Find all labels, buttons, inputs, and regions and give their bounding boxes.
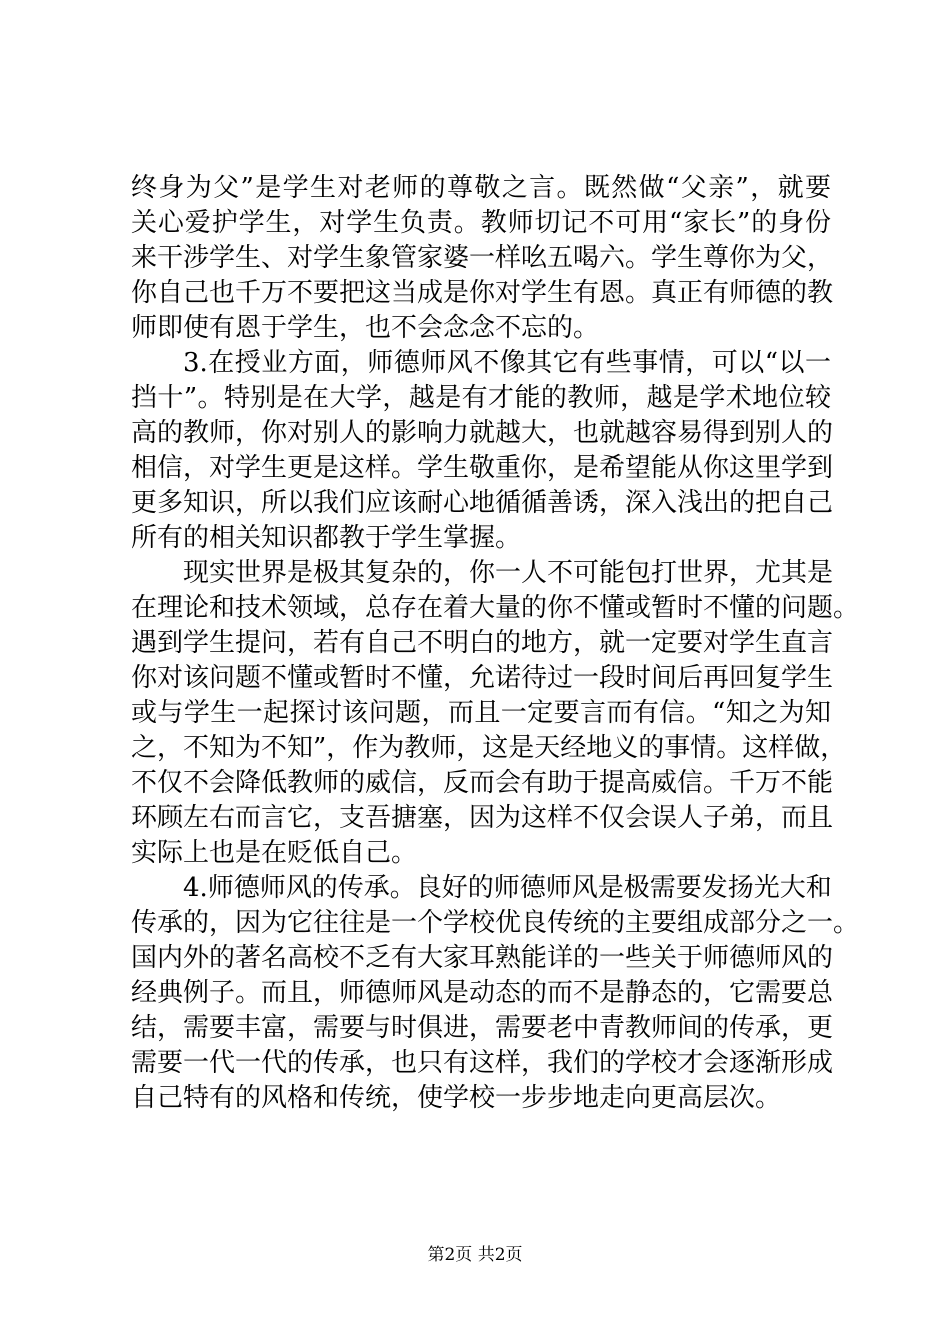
text-line: 现实世界是极其复杂的，你一人不可能包打世界，尤其是: [183, 558, 834, 588]
text-line: 遇到学生提问，若有自己不明白的地方，就一定要对学生直言: [131, 628, 834, 658]
text-line: 3.在授业方面，师德师风不像其它有些事情，可以“以一: [183, 348, 831, 378]
document-body: [131, 171, 860, 1116]
text-line: 来干涉学生、对学生象管家婆一样吆五喝六。学生尊你为父，: [131, 243, 834, 273]
text-line: 4.师德师风的传承。良好的师德师风是极需要发扬光大和: [183, 873, 832, 903]
text-line: 所有的相关知识都教于学生掌握。: [131, 523, 522, 553]
text-line: 经典例子。而且，师德师风是动态的而不是静态的，它需要总: [131, 978, 834, 1008]
text-line: 更多知识，所以我们应该耐心地循循善诱，深入浅出的把自己: [131, 488, 834, 518]
text-line: 高的教师，你对别人的影响力就越大，也就越容易得到别人的: [131, 418, 834, 448]
text-line: 你自己也千万不要把这当成是你对学生有恩。真正有师德的教: [131, 278, 834, 308]
text-line: 需要一代一代的传承，也只有这样，我们的学校才会逐渐形成: [131, 1048, 834, 1078]
text-line: 之，不知为不知”，作为教师，这是天经地义的事情。这样做，: [131, 733, 847, 763]
text-line: 相信，对学生更是这样。学生敬重你，是希望能从你这里学到: [131, 453, 834, 483]
text-line: 自己特有的风格和传统，使学校一步步地走向更高层次。: [131, 1083, 782, 1113]
text-line: 或与学生一起探讨该问题，而且一定要言而有信。“知之为知: [131, 698, 831, 728]
text-line: 实际上也是在贬低自己。: [131, 838, 418, 868]
text-line: 国内外的著名高校不乏有大家耳熟能详的一些关于师德师风的: [131, 943, 834, 973]
text-line: 不仅不会降低教师的威信，反而会有助于提高威信。千万不能: [131, 768, 834, 798]
page-footer: 第2页 共2页: [427, 1245, 523, 1265]
text-line: 传承的，因为它往往是一个学校优良传统的主要组成部分之一。: [131, 908, 860, 938]
text-line: 在理论和技术领域，总存在着大量的你不懂或暂时不懂的问题。: [131, 593, 860, 623]
text-line: 师即使有恩于学生，也不会念念不忘的。: [131, 313, 600, 343]
text-line: 终身为父”是学生对老师的尊敬之言。既然做“父亲”，就要: [131, 173, 831, 203]
text-line: 关心爱护学生，对学生负责。教师切记不可用“家长”的身份: [131, 208, 831, 238]
text-line: 你对该问题不懂或暂时不懂，允诺待过一段时间后再回复学生: [131, 663, 834, 693]
text-line: 结，需要丰富，需要与时俱进，需要老中青教师间的传承，更: [131, 1013, 834, 1043]
text-line: 挡十”。特别是在大学，越是有才能的教师，越是学术地位较: [131, 383, 831, 413]
text-line: 环顾左右而言它，支吾搪塞，因为这样不仅会误人子弟，而且: [131, 803, 834, 833]
